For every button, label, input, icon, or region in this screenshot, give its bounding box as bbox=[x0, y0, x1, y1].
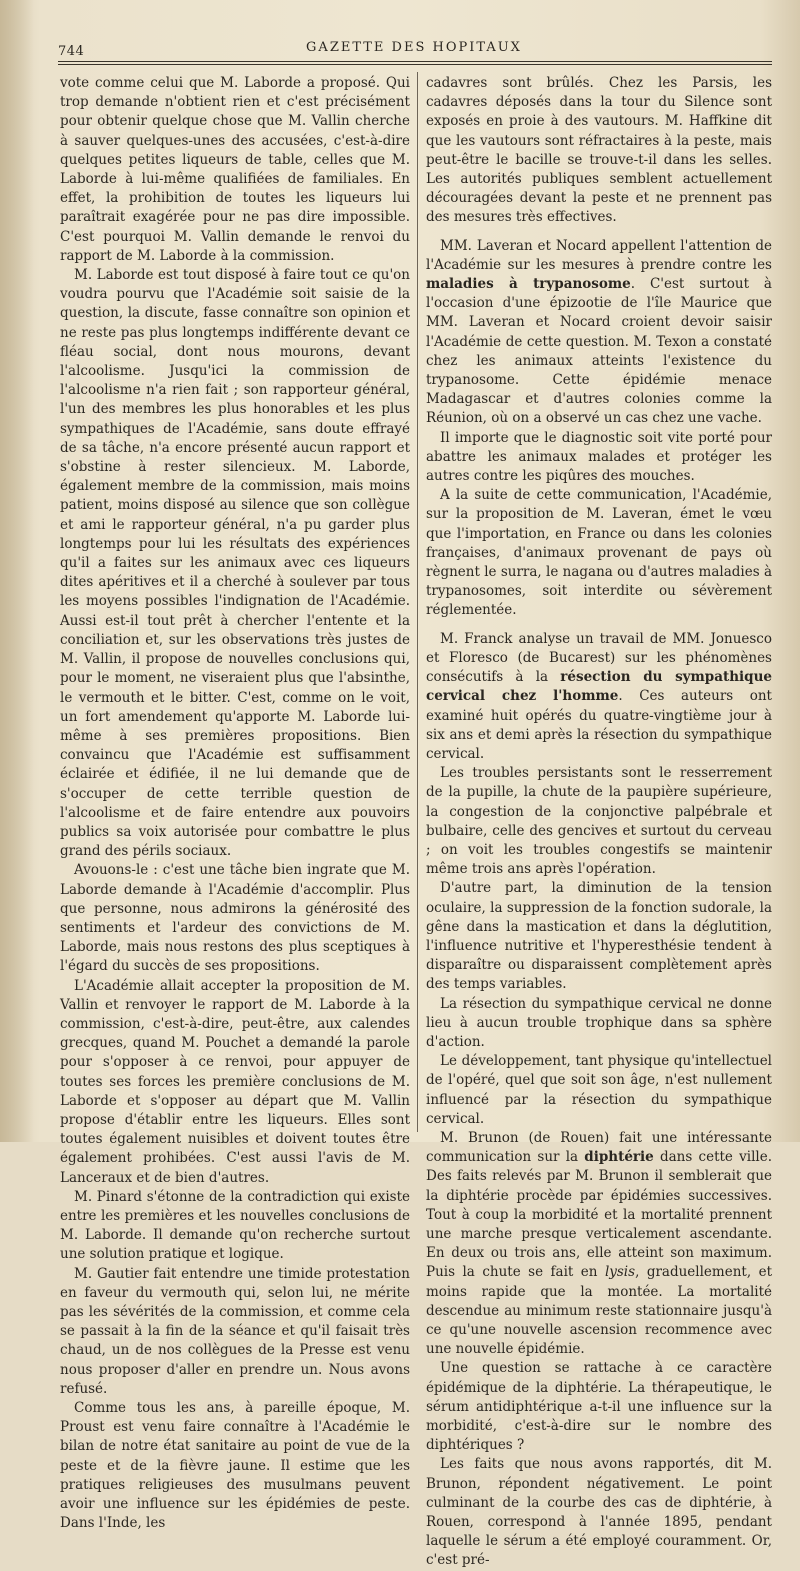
right-column-paragraph: MM. Laveran et Nocard appellent l'attention de l'Académie sur les mesures à prendre contre les maladies à trypanosome. C'est surtout à l'occasion d'une épizootie de l'île Maurice que MM. Laveran et Nocard croient devoir saisir l'Académie de cette question. M. Texon a constaté chez les animaux atteints l'existence du trypanosome. Cette épidémie menace Madagascar et d'autres colonies comme la Réunion, où on a observé un cas chez une vache. bbox=[426, 237, 772, 427]
page-header bbox=[58, 36, 770, 58]
header-rule bbox=[58, 61, 772, 62]
left-column-paragraph: M. Pinard s'étonne de la contradiction qui existe entre les premières et les nouvelles conclusions de M. Laborde. Il demande qu'on recherche surtout une solution pratique et logique. bbox=[60, 1188, 410, 1263]
left-column bbox=[60, 74, 410, 1533]
left-column-paragraph: Avouons-le : c'est une tâche bien ingrate que M. Laborde demande à l'Académie d'accomplir. Plus que personne, nous admirons la générosité des sentiments et l'ardeur des convictions de M. Laborde, mais nous restons des plus sceptiques à l'égard du succès de ses propositions. bbox=[60, 862, 410, 975]
column-divider bbox=[417, 72, 418, 1132]
left-column-paragraph: vote comme celui que M. Laborde a proposé. Qui trop demande n'obtient rien et c'est précisément pour obtenir quelque chose que M. Vallin cherche à sauver quelques-unes des accusées, c'est-à-dire quelques petites liqueurs de table, celles que M. Laborde à lui-même qualifiées de familiales. En effet, la prohibition de toutes les liqueurs lui paraîtrait exagérée pour ne pas dire impossible. C'est pourquoi M. Vallin demande le renvoi du rapport de M. Laborde à la commission. bbox=[60, 75, 410, 264]
left-column-paragraph: M. Gautier fait entendre une timide protestation en faveur du vermouth qui, selon lui, ne mérite pas les sévérités de la commission, et comme cela se passait à la fin de la séance et qu'il faisait très chaud, un de nos collègues de la Presse est venu nous proposer d'aller en prendre un. Nous avons refusé. bbox=[60, 1265, 410, 1397]
right-column-paragraph: Il importe que le diagnostic soit vite porté pour abattre les animaux malades et protéger les autres contre les piqûres des mouches. bbox=[426, 429, 772, 485]
page-edge-shadow bbox=[0, 0, 34, 1142]
right-column-paragraph: La résection du sympathique cervical ne donne lieu à aucun trouble trophique dans sa sphère d'action. bbox=[426, 995, 772, 1050]
right-column-paragraph: Le développement, tant physique qu'intellectuel de l'opéré, quel que soit son âge, n'est nullement influencé par la résection du sympathique cervical. bbox=[426, 1053, 772, 1127]
right-column-paragraph: Une question se rattache à ce caractère épidémique de la diphtérie. La thérapeutique, le sérum antidiphtérique a-t-il une influence sur la morbidité, c'est-à-dire sur le nombre des diphtériques ? bbox=[426, 1360, 772, 1454]
running-title: GAZETTE DES HOPITAUX bbox=[306, 40, 522, 55]
right-column-paragraph: D'autre part, la diminution de la tension oculaire, la suppression de la fonction sudorale, la gêne dans la mastication et dans la déglutition, l'influence nutritive et l'hyperesthésie tendent à disparaître ou disparaissent complètement après des temps variables. bbox=[426, 880, 772, 993]
left-column-paragraph: M. Laborde est tout disposé à faire tout ce qu'on voudra pourvu que l'Académie soit saisie de la question, la discute, fasse connaître son opinion et ne reste pas plus longtemps indifférente devant ce fléau social, dont nous mourons, devant l'alcoolisme. Jusqu'ici la commission de l'alcoolisme n'a rien fait ; son rapporteur général, l'un des membres les plus honorables et les plus sympathiques de l'Académie, sans doute effrayé de sa tâche, n'a encore présenté aucun rapport et s'obstine à rester silencieux. M. Laborde, également membre de la commission, mais moins patient, moins disposé au silence que son collègue et ami le rapporteur général, n'a pu garder plus longtemps pour lui les résultats des expériences qu'il a faites sur les animaux avec ces liqueurs dites apéritives et il a cherché à soulever par tous les moyens possibles l'indignation de l'Académie. Aussi est-il tout prêt à chercher l'entente et la conciliation et, sur les observations très justes de M. Vallin, il propose de nouvelles conclusions qui, pour le moment, ne viseraient plus que l'absinthe, le vermouth et le bitter. C'est, comme on le voit, un fort amendement qu'apporte M. Laborde lui-même à ses premières propositions. Bien convaincu que l'Académie est suffisamment éclairée et édifiée, il ne lui demande que de s'occuper de cette terrible question de l'alcoolisme et de faire entendre aux pouvoirs publics sa voix autorisée pour combattre le plus grand des périls sociaux. bbox=[60, 267, 410, 860]
right-column-paragraph: M. Franck analyse un travail de MM. Jonuesco et Floresco (de Bucarest) sur les phénomènes consécutifs à la résection du sympathique cervical chez l'homme. Ces auteurs ont examiné huit opérés du quatre-vingtième jour à six ans et demi après la résection du sympathique cervical. bbox=[426, 630, 773, 762]
right-column-paragraph: A la suite de cette communication, l'Académie, sur la proposition de M. Laveran, émet le vœu que l'importation, en France ou dans les colonies françaises, d'animaux provenant de pays où règnent le surra, le nagana ou d'autres maladies à trypanosomes, soit interdite ou sévèrement réglementée. bbox=[426, 487, 772, 619]
page-number: 744 bbox=[58, 44, 85, 59]
right-column-paragraph: Les faits que nous avons rapportés, dit M. Brunon, répondent négativement. Le point culminant de la courbe des cas de diphtérie, à Rouen, correspond à l'année 1895, pendant laquelle le sérum a été employé couramment. Or, c'est pré- bbox=[426, 1456, 772, 1569]
right-column bbox=[426, 74, 772, 1571]
right-column-paragraph: cadavres sont brûlés. Chez les Parsis, les cadavres déposés dans la tour du Silence sont exposés en proie à des vautours. M. Haffkine dit que les vautours sont réfractaires à la peste, mais peut-être le bacille se trouve-t-il dans les selles. Les autorités publiques semblent actuellement découragées devant la peste et ne prennent pas des mesures très effectives. bbox=[426, 75, 772, 226]
header-rule-thin bbox=[58, 64, 772, 65]
right-column-paragraph: Les troubles persistants sont le resserrement de la pupille, la chute de la paupière supérieure, la congestion de la conjonctive palpébrale et bulbaire, celle des gencives et surtout du cerveau ; on voit les troubles congestifs se maintenir même trois ans après l'opération. bbox=[426, 765, 772, 878]
left-column-paragraph: Comme tous les ans, à pareille époque, M. Proust est venu faire connaître à l'Académie le bilan de notre état sanitaire au point de vue de la peste et de la fièvre jaune. Il estime que les pratiques religieuses des musulmans peuvent avoir une influence sur les épidémies de peste. Dans l'Inde, les bbox=[60, 1400, 410, 1532]
right-column-paragraph: M. Brunon (de Rouen) fait une intéressante communication sur la diphtérie dans cette ville. Des faits relevés par M. Brunon il semblerait que la diphtérie procède par épidémies successives. Tout à coup la morbidité et la mortalité prennent une marche presque verticalement ascendante. En deux ou trois ans, elle atteint son maximum. Puis la chute se fait en lysis, graduellement, et moins rapide que la montée. La mortalité descendue au minimum reste stationnaire jusqu'à ce qu'une nouvelle ascension recommence avec une nouvelle épidémie. bbox=[426, 1129, 772, 1358]
left-column-paragraph: L'Académie allait accepter la proposition de M. Vallin et renvoyer le rapport de M. Laborde à la commission, c'est-à-dire, peut-être, aux calendes grecques, quand M. Pouchet a demandé la parole pour s'opposer à ce renvoi, pour appuyer de toutes ses forces les première conclusions de M. Laborde et s'opposer au départ que M. Vallin propose d'établir entre les liqueurs. Elles sont toutes également nuisibles et doivent toutes être également prohibées. C'est aussi l'avis de M. Lanceraux et de bien d'autres. bbox=[60, 977, 410, 1186]
